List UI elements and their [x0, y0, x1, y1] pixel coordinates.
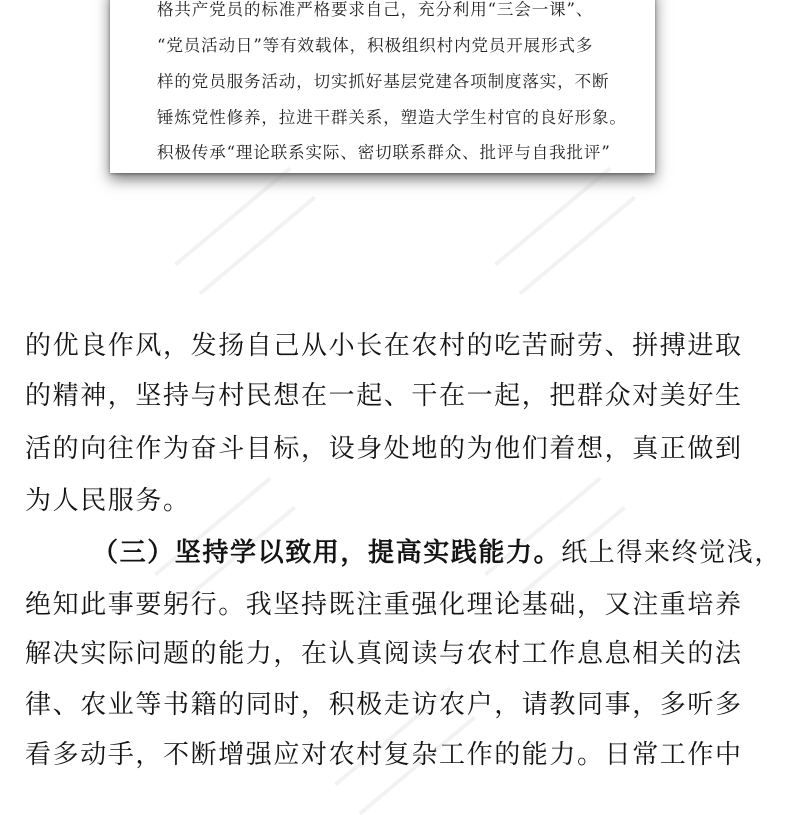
card-line: 格共产党员的标准严格要求自己，充分利用“三会一课”、 [157, 0, 594, 19]
excerpt-card [110, 0, 655, 173]
cut-off-line [25, 790, 785, 804]
section-heading: （三）坚持学以致用，提高实践能力。 [92, 538, 562, 568]
body-line: 绝知此事要躬行。我坚持既注重强化理论基础，又注重培养 [25, 590, 743, 620]
body-line: 看多动手，不断增强应对农村复杂工作的能力。日常工作中 [25, 740, 743, 770]
body-line: 活的向往作为奋斗目标，设身处地的为他们着想，真正做到 [25, 434, 743, 464]
watermark-mark [494, 167, 636, 296]
watermark-mark [174, 167, 316, 296]
card-line: 样的党员服务活动，切实抓好基层党建各项制度落实，不断 [157, 72, 610, 91]
section-text: 纸上得来终觉浅， [561, 538, 783, 568]
card-line: 积极传承“理论联系实际、密切联系群众、批评与自我批评” [157, 143, 611, 162]
body-line: 解决实际问题的能力，在认真阅读与农村工作息息相关的法 [25, 639, 743, 669]
card-line: 锤炼党性修养，拉进干群关系，塑造大学生村官的良好形象。 [157, 108, 627, 127]
body-line: 律、农业等书籍的同时，积极走访农户，请教同事，多听多 [25, 690, 743, 720]
body-line: 的精神，坚持与村民想在一起、干在一起，把群众对美好生 [25, 381, 743, 411]
body-line: 为人民服务。 [25, 486, 191, 516]
section-line [92, 540, 800, 566]
body-line: 的优良作风，发扬自己从小长在农村的吃苦耐劳、拼搏进取 [25, 331, 743, 361]
card-line: “党员活动日”等有效载体，积极组织村内党员开展形式多 [157, 36, 594, 55]
